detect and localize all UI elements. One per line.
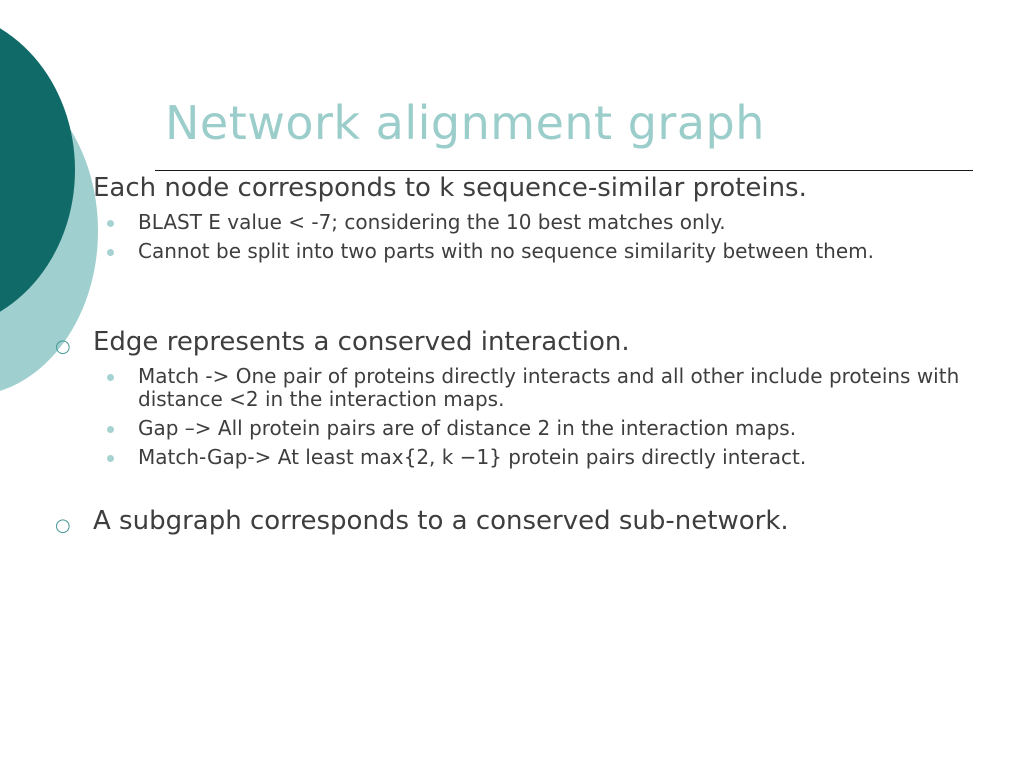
slide-title: Network alignment graph [165,96,765,150]
open-circle-bullet-icon: ○ [55,515,71,536]
bullet-dot-icon [107,374,114,381]
bullet-level2-text: Cannot be split into two parts with no sequence similarity between them. [138,239,874,263]
bullet-level1-text: Each node corresponds to k sequence-similar proteins. [93,173,807,203]
bullet-level2-text: Match -> One pair of proteins directly interacts and all other include proteins with distance <2 in the interaction maps. [138,364,960,411]
bullet-level1-text: Edge represents a conserved interaction. [93,327,630,357]
bullet-level2-text: Match-Gap-> At least max{2, k −1} protein pairs directly interact. [138,445,807,469]
open-circle-bullet-icon: ○ [55,336,71,357]
bullet-dot-icon [107,249,114,256]
bullet-level1-text: A subgraph corresponds to a conserved sub-network. [93,506,789,536]
bullet-dot-icon [107,426,114,433]
bullet-dot-icon [107,220,114,227]
bullet-dot-icon [107,455,114,462]
bullet-level2-text: BLAST E value < -7; considering the 10 best matches only. [138,210,726,234]
bullet-level2-text: Gap –> All protein pairs are of distance 2 in the interaction maps. [138,416,797,440]
